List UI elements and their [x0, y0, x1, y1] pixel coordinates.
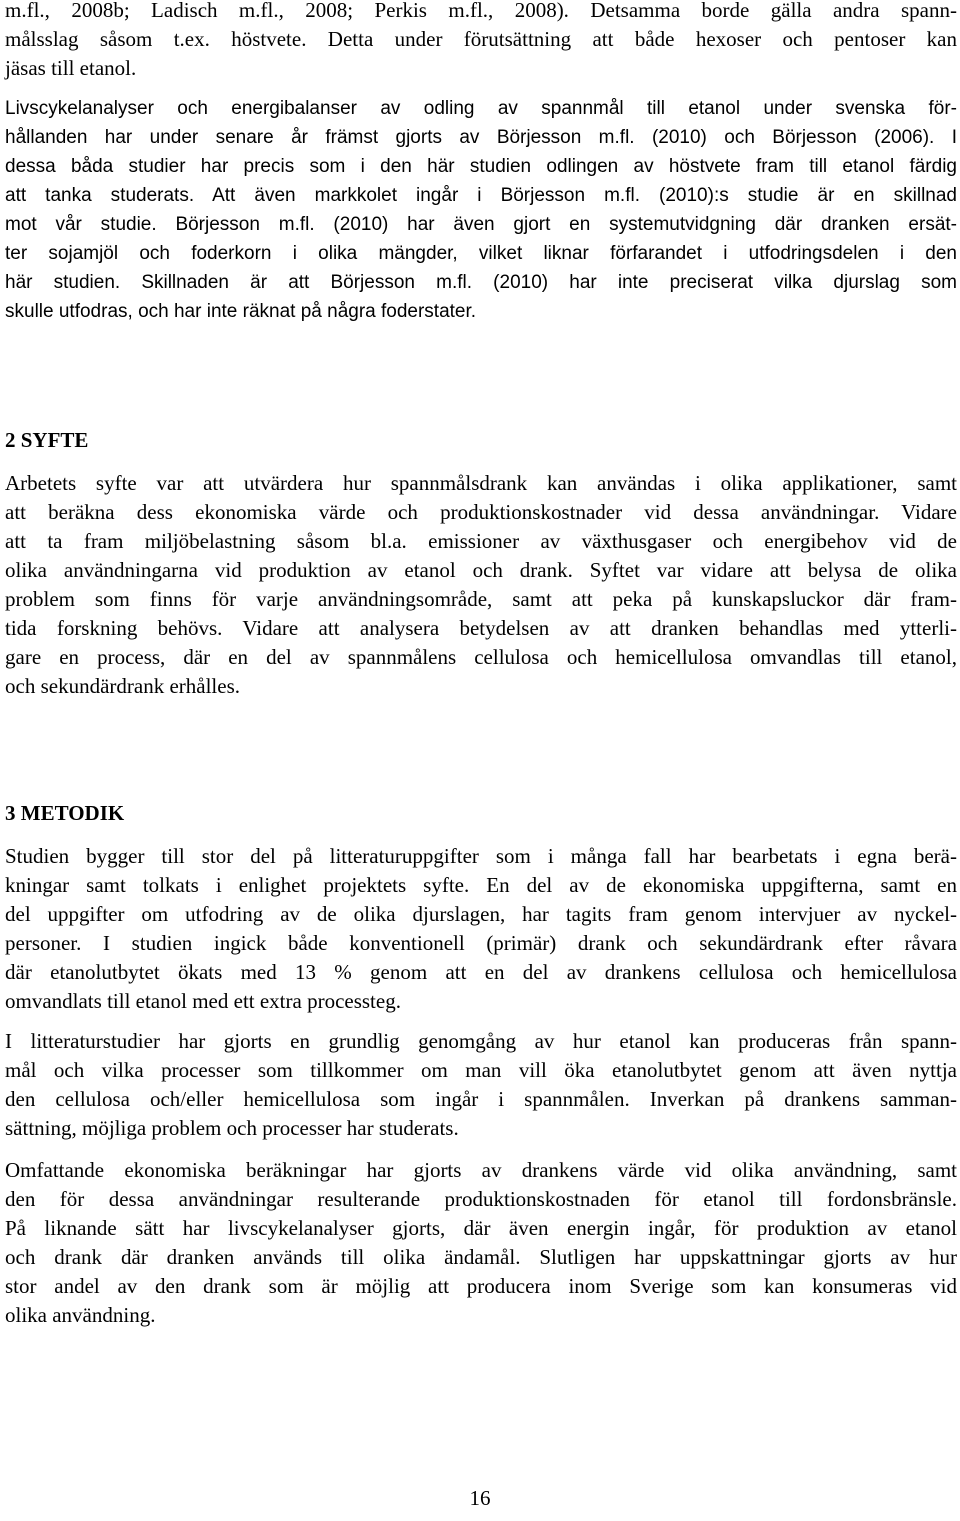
section-heading-syfte: 2 SYFTE [5, 428, 89, 452]
page-number: 16 [469, 1486, 491, 1510]
section-heading-metodik: 3 METODIK [5, 801, 125, 825]
text-line: problem som finns för varje användningsområde, samt att peka på kunskapsluckor där fram- [5, 587, 957, 611]
syfte-paragraph [5, 469, 957, 701]
text-line: Livscykelanalyser och energibalanser av odling av spannmål till etanol under svenska för- [5, 98, 957, 119]
metodik-paragraph-2 [5, 1027, 957, 1143]
text-line: På liknande sätt har livscykelanalyser gjorts, där även energin ingår, för produktion av etanol [5, 1216, 957, 1240]
text-line: skulle utfodras, och har inte räknat på några foderstater. [5, 301, 477, 322]
text-line: målsslag såsom t.ex. höstvete. Detta under förutsättning att både hexoser och pentoser kan [5, 27, 957, 51]
text-line: och sekundärdrank erhålles. [5, 674, 240, 698]
text-line: jäsas till etanol. [5, 56, 137, 80]
text-line: mot vår studie. Börjesson m.fl. (2010) har även gjort en systemutvidgning där dranken ersät- [5, 214, 957, 235]
intro-paragraph [5, 0, 957, 83]
text-line: Omfattande ekonomiska beräkningar har gjorts av drankens värde vid olika användning, samt [5, 1158, 957, 1182]
text-line: att tanka studerats. Att även markkolet ingår i Börjesson m.fl. (2010):s studie är en skillnad [5, 185, 957, 206]
text-line: att ta fram miljöbelastning såsom bl.a. emissioner av växthusgaser och energibehov vid de [5, 529, 957, 553]
text-line: sättning, möjliga problem och processer har studerats. [5, 1116, 459, 1140]
text-line: I litteraturstudier har gjorts en grundlig genomgång av hur etanol kan produceras från spann- [5, 1029, 957, 1053]
text-line: ter sojamjöl och foderkorn i olika mängder, vilket liknar förfarandet i utfodringsdelen i den [5, 243, 957, 264]
text-line: m.fl., 2008b; Ladisch m.fl., 2008; Perkis m.fl., 2008). Detsamma borde gälla andra spann- [5, 0, 957, 22]
text-line: och drank där dranken används till olika ändamål. Slutligen har uppskattningar gjorts av hur [5, 1245, 957, 1269]
text-line: den cellulosa och/eller hemicellulosa som ingår i spannmålen. Inverkan på drankens samman- [5, 1087, 957, 1111]
text-line: hållanden har under senare år främst gjorts av Börjesson m.fl. (2010) och Börjesson (2006). I [5, 127, 957, 148]
text-line: del uppgifter om utfodring av de olika djurslagen, har tagits fram genom intervjuer av nyckel- [5, 902, 957, 926]
text-line: Arbetets syfte var att utvärdera hur spannmålsdrank kan användas i olika applikationer, samt [5, 471, 957, 495]
text-line: olika användning. [5, 1303, 156, 1327]
lca-paragraph [5, 94, 957, 326]
text-line: stor andel av den drank som är möjlig att producera inom Sverige som kan konsumeras vid [5, 1274, 957, 1298]
text-line: dessa båda studier har precis som i den här studien odlingen av höstvete fram till etanol färdig [5, 156, 957, 177]
document-page [5, 0, 957, 1521]
text-line: här studien. Skillnaden är att Börjesson m.fl. (2010) har inte preciserat vilka djurslag som [5, 272, 957, 293]
text-line: den för dessa användningar resulterande produktionskostnaden för etanol till fordonsbränsle. [5, 1187, 957, 1211]
text-line: olika användningarna vid produktion av etanol och drank. Syftet var vidare att belysa de olika [5, 558, 957, 582]
text-line: där etanolutbytet ökats med 13 % genom att en del av drankens cellulosa och hemicellulosa [5, 960, 957, 984]
text-line: kningar samt tolkats i enlighet projektets syfte. En del av de ekonomiska uppgifterna, samt en [5, 873, 957, 897]
text-line: tida forskning behövs. Vidare att analysera betydelsen av att dranken behandlas med ytterli- [5, 616, 957, 640]
text-line: omvandlats till etanol med ett extra processteg. [5, 989, 401, 1013]
text-line: personer. I studien ingick både konventionell (primär) drank och sekundärdrank efter råvara [5, 931, 957, 955]
metodik-paragraph-1 [5, 842, 957, 1016]
text-line: mål och vilka processer som tillkommer om man vill öka etanolutbytet genom att även nyttja [5, 1058, 957, 1082]
text-line: att beräkna dess ekonomiska värde och produktionskostnader vid dessa användningar. Vidare [5, 500, 957, 524]
text-line: gare en process, där en del av spannmålens cellulosa och hemicellulosa omvandlas till etanol, [5, 645, 957, 669]
text-line: Studien bygger till stor del på litteraturuppgifter som i många fall har bearbetats i egna berä- [5, 844, 957, 868]
metodik-paragraph-3 [5, 1156, 957, 1330]
